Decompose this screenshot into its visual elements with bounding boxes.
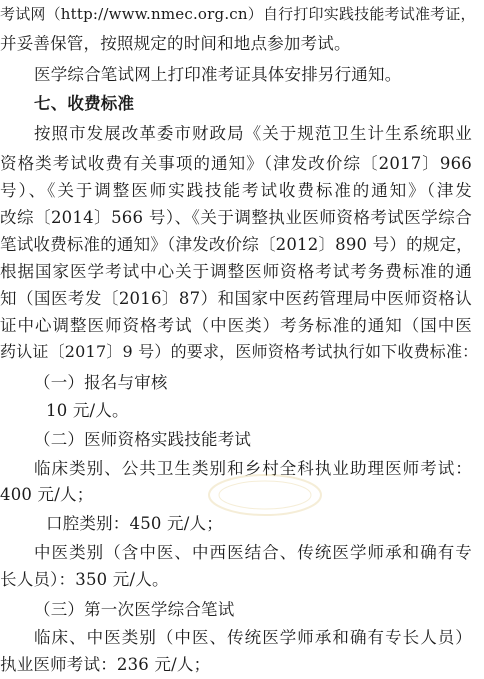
paragraph-line: 知（国医考发〔2016〕87）和国家中医药管理局中医师资格认 (0, 288, 472, 308)
watermark-stamp (205, 472, 325, 518)
paragraph-line: 10 元/人。 (46, 401, 129, 421)
paragraph-line: 并妥善保管，按照规定的时间和地点参加考试。 (0, 34, 351, 54)
paragraph-line: 号）、《关于调整医师实践技能考试收费标准的通知》（津发 (0, 181, 472, 201)
paragraph-line: 考试网（http://www.nmec.org.cn）自行打印实践技能考试准考证， (0, 4, 476, 23)
paragraph-line: 长人员）：350 元/人。 (0, 570, 169, 590)
paragraph-line: 按照市发展改革委市财政局《关于规范卫生计生系统职业 (34, 123, 472, 143)
paragraph-line: 口腔类别：450 元/人； (46, 513, 223, 533)
subsection-heading: （三）第一次医学综合笔试 (34, 599, 235, 619)
paragraph-line: 改综〔2014〕566 号）、《关于调整执业医师资格考试医学综合 (0, 207, 472, 227)
paragraph-line: 临床、中医类别（中医、传统医学师承和确有专长人员） (34, 628, 472, 648)
paragraph-line: 医学综合笔试网上打印准考证具体安排另行通知。 (34, 64, 402, 84)
paragraph-line: 证中心调整医师资格考试（中医类）考务标准的通知（国中医 (0, 315, 472, 335)
paragraph-line: 执业医师考试：236 元/人； (0, 655, 211, 674)
paragraph-line: 药认证〔2017〕9 号）的要求，医师资格考试执行如下收费标准： (0, 342, 479, 362)
subsection-heading: （二）医师资格实践技能考试 (34, 430, 252, 449)
paragraph-line: 笔试收费标准的通知》（津发改价综〔2012〕890 号）的规定， (0, 234, 473, 254)
subsection-heading: （一）报名与审核 (34, 372, 168, 392)
section-heading: 七、收费标准 (34, 94, 135, 114)
paragraph-line: 中医类别（含中医、中西医结合、传统医学师承和确有专 (34, 543, 472, 563)
paragraph-line: 根据国家医学考试中心关于调整医师资格考试考务费标准的通 (0, 262, 472, 282)
paragraph-line: 临床类别、公共卫生类别和乡村全科执业助理医师考试： (34, 458, 472, 478)
paragraph-line: 400 元/人； (0, 485, 94, 505)
paragraph-line: 资格类考试收费有关事项的通知》（津发改价综〔2017〕966 (0, 153, 472, 173)
